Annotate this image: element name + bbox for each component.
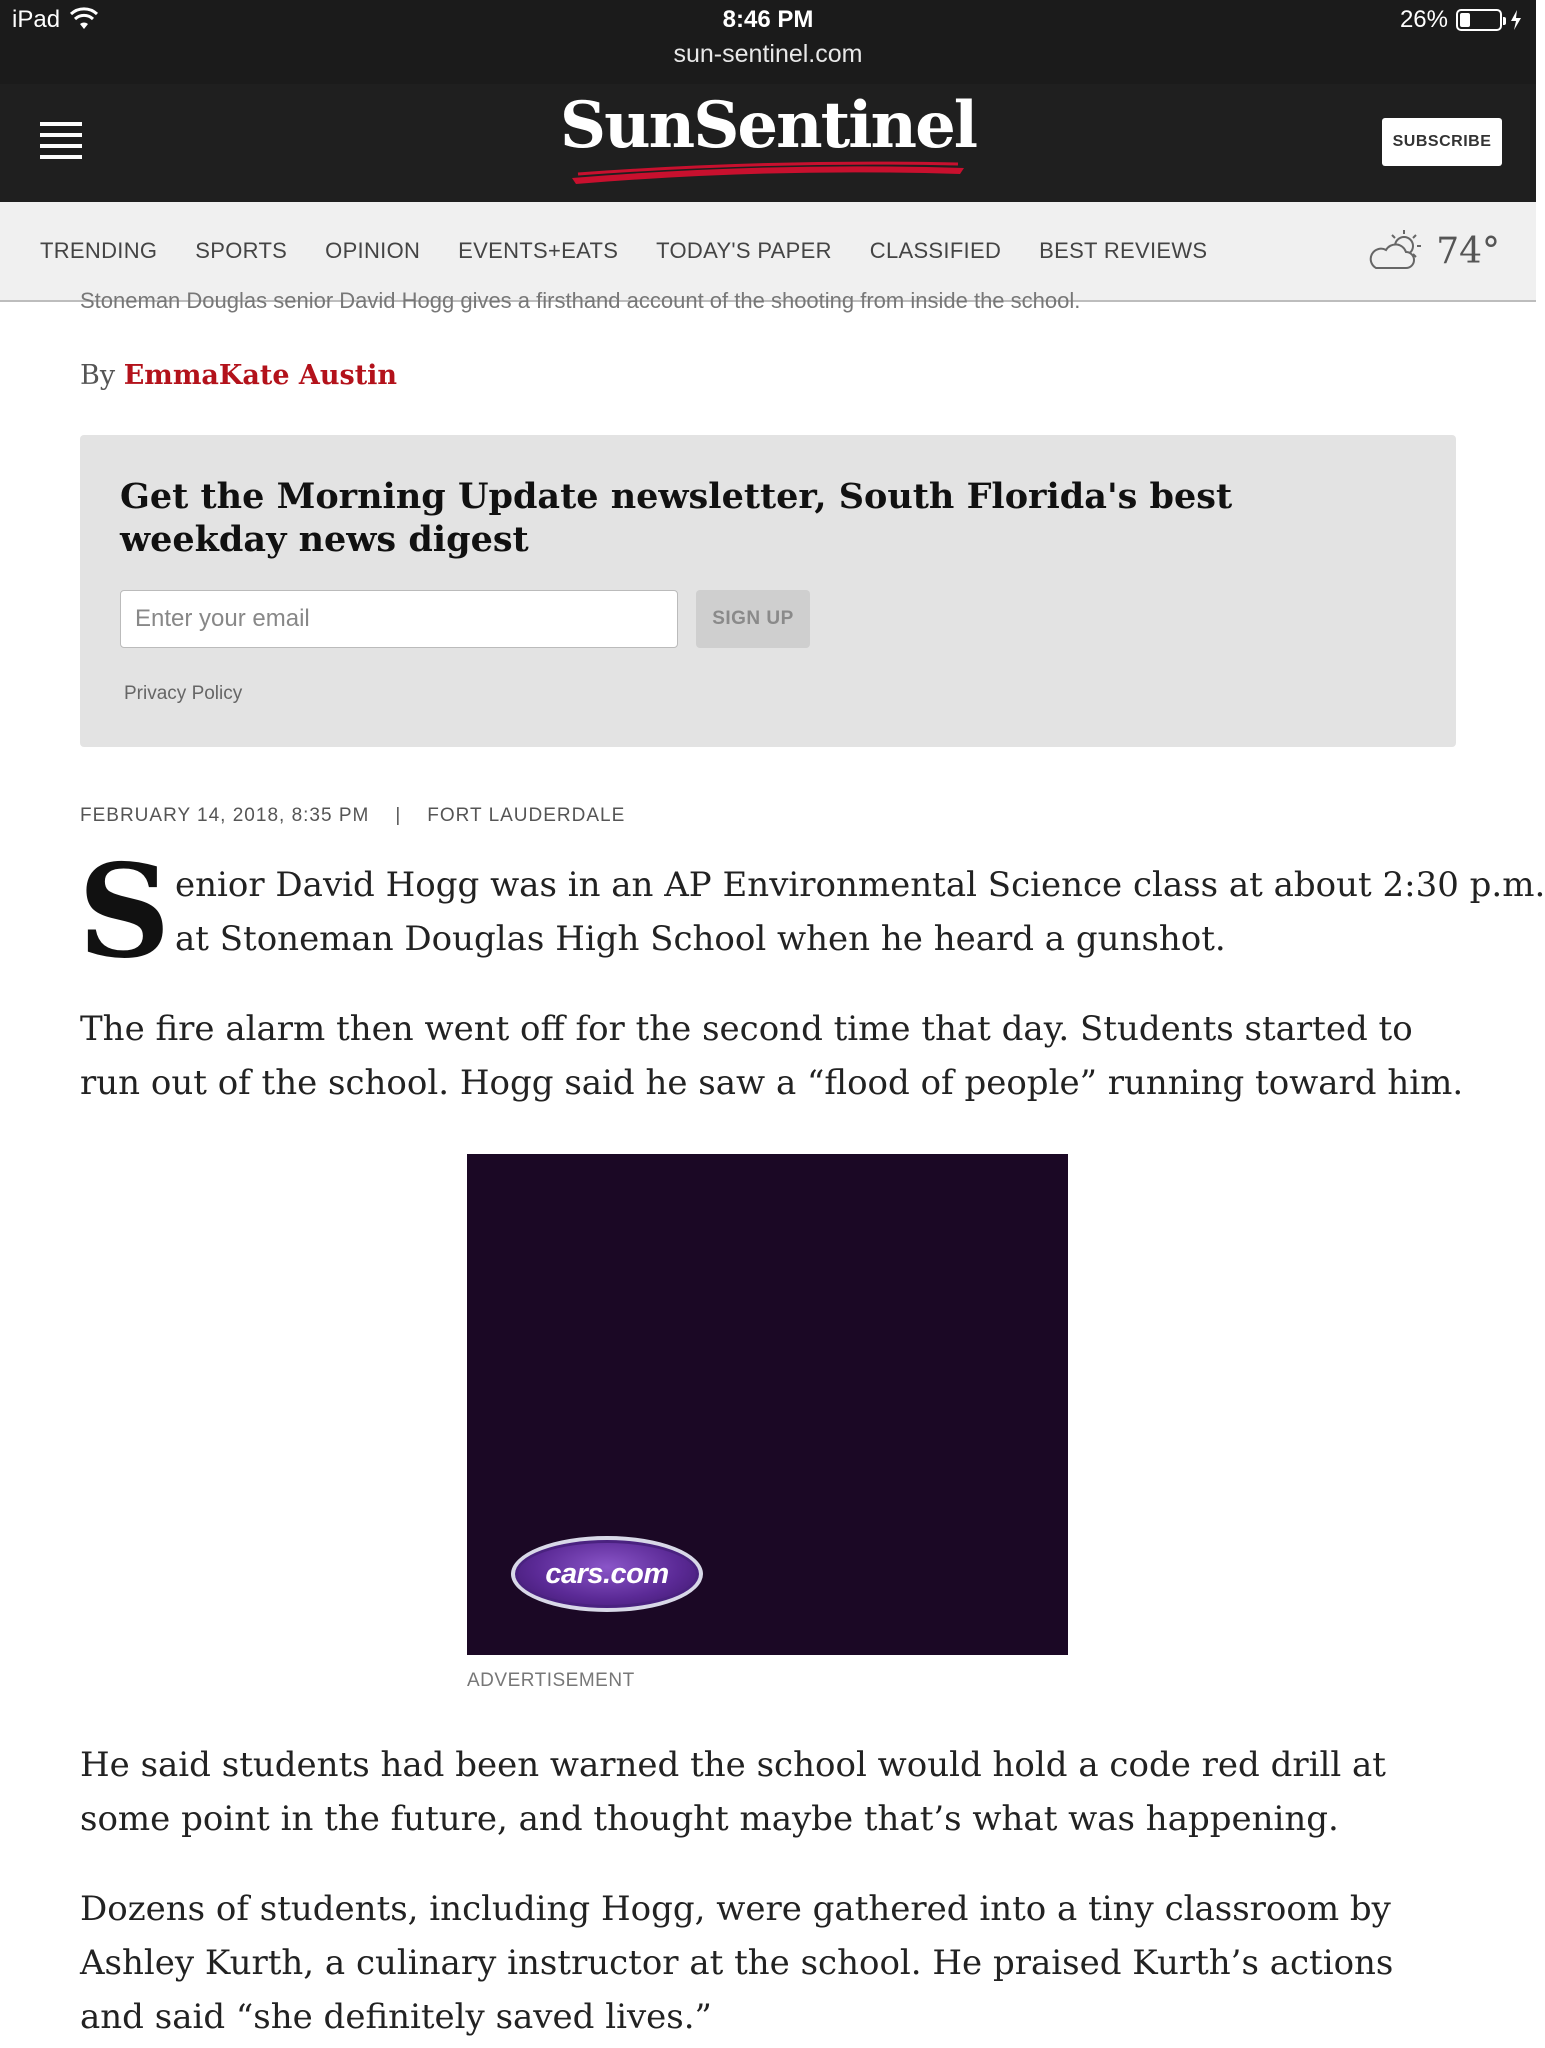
advertisement[interactable] <box>467 1154 1068 1655</box>
cars-com-logo: cars.com <box>511 1536 703 1612</box>
partly-cloudy-icon <box>1366 228 1426 274</box>
nav-item-classified[interactable]: CLASSIFIED <box>869 238 1002 263</box>
dateline-separator: | <box>395 805 402 826</box>
logo-swoosh <box>568 160 968 186</box>
battery-percent: 26% <box>1399 6 1448 33</box>
paragraph-2: The fire alarm then went off for the second time that day. Students started to run out of the school. Hogg said he saw a “flood of people” running toward him. <box>80 1009 1464 1103</box>
status-bar <box>0 0 1536 84</box>
advertisement-label: ADVERTISEMENT <box>467 1670 635 1691</box>
photo-caption-text: Stoneman Douglas senior David Hogg gives a firsthand account of the shooting from inside the school. <box>80 288 1081 313</box>
sign-up-button[interactable]: SIGN UP <box>696 590 810 648</box>
paragraph-4: Dozens of students, including Hogg, were gathered into a tiny classroom by Ashley Kurth, a culinary instructor at the school. He praised Kurth’s actions and said “she definitely saved lives.” <box>80 1889 1394 2037</box>
paragraph-1 <box>175 858 1545 966</box>
newsletter-heading: Get the Morning Update newsletter, South Florida's best weekday news digest <box>120 476 1233 560</box>
newsletter-signup <box>80 435 1456 747</box>
nav-items <box>40 238 1207 264</box>
byline <box>80 360 397 391</box>
publish-date: FEBRUARY 14, 2018, 8:35 PM <box>80 805 370 826</box>
nav-item-trending[interactable]: TRENDING <box>40 238 158 263</box>
location: FORT LAUDERDALE <box>427 805 626 826</box>
battery-level <box>1460 13 1470 27</box>
nav-item-sports[interactable]: SPORTS <box>195 238 288 263</box>
nav-item-events-eats[interactable]: EVENTS+EATS <box>458 238 619 263</box>
author-link[interactable]: EmmaKate Austin <box>123 360 398 391</box>
url-bar[interactable]: sun-sentinel.com <box>673 40 863 68</box>
email-input[interactable] <box>120 590 678 648</box>
privacy-policy-link[interactable]: Privacy Policy <box>124 683 243 704</box>
site-logo[interactable] <box>0 88 1536 186</box>
paragraph-1-line-1: enior David Hogg was in an AP Environmental Science class at about 2:30 p.m. <box>175 865 1545 905</box>
weather-widget[interactable] <box>1366 228 1500 274</box>
byline-prefix: By <box>80 360 116 391</box>
temperature: 74° <box>1436 230 1500 272</box>
clock: 8:46 PM <box>722 6 814 33</box>
device-name: iPad <box>12 6 61 33</box>
logo-text: SunSentinel <box>559 88 977 163</box>
charging-icon <box>1510 10 1522 30</box>
drop-cap: S <box>78 837 171 987</box>
paragraph-1-line-2: at Stoneman Douglas High School when he heard a gunshot. <box>175 919 1226 959</box>
paragraph-3: He said students had been warned the school would hold a code red drill at some point in the future, and thought maybe that’s what was happening. <box>80 1745 1386 1839</box>
photo-caption <box>80 288 1180 314</box>
status-right <box>1400 6 1522 34</box>
dateline <box>80 805 625 827</box>
subscribe-button[interactable]: SUBSCRIBE <box>1382 118 1502 166</box>
nav-item-opinion[interactable]: OPINION <box>325 238 421 263</box>
battery-icon <box>1456 9 1502 31</box>
site-header <box>0 84 1536 202</box>
nav-item-best-reviews[interactable]: BEST REVIEWS <box>1039 238 1208 263</box>
section-nav <box>0 202 1536 302</box>
nav-item-todays-paper[interactable]: TODAY'S PAPER <box>656 238 832 263</box>
